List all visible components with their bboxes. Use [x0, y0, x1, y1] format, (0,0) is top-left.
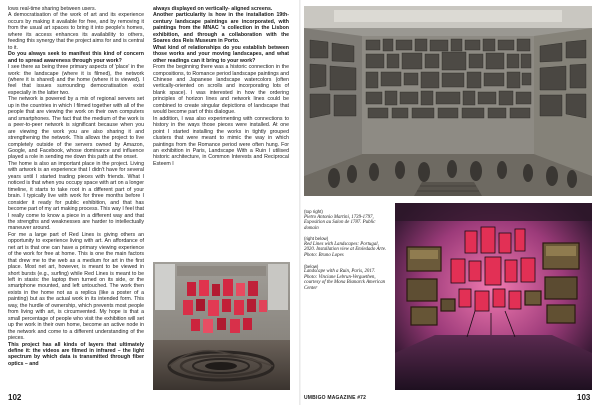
interview-question: Do you always seek to manifest this kind of concern and to spread awareness through your work? [8, 51, 144, 64]
body-paragraph: A democratisation of the work of art and its experience occurs by making it available for free, and by removing it from the usual art spaces to bring it into people's homes, where its access enhances its availability to others, feeding this synergy that the project aims for and is central to it. [8, 12, 144, 51]
interview-question: Another particularity is how in the installation 19th-century landscape paintings are incorporated, with paintings from the MNAC 's collection in the Lisbon exhibition, and through a collaboration with the Soares dos Reis Museum in Porto. [153, 12, 289, 45]
salon-illustration [304, 6, 592, 196]
body-paragraph: From the beginning there was a historic connection in the compositions, to Romance period landscape paintings and Chinese and Japanese landscape watercolors (often vertically-oriented on scrolls and incorporating lots of blank space). I was interested in how the ordering principles of horizon lines and network lines could be combined to create singular depictions of landscape that would become part of this dialogue. [153, 64, 290, 116]
interview-question: What kind of relationships do you establish between those works and your moving landscapes, and what other readings can it bring to your work? [153, 44, 289, 64]
body-paragraph: lows real-time sharing between users. [8, 6, 97, 12]
installation-photo-gallery [153, 262, 290, 390]
caption-text: Pietro Antonio Martini, 1739-1797, Exposition au Salon de 1787. Public domain [304, 214, 376, 231]
body-paragraph: I see there as being three primary aspects of 'place' in the work: the landscape (where it is filmed), the network (where it is shared) and the home (where it is viewed). I feel that issues surrounding democratisation exist especially in the latter two. [8, 64, 144, 96]
page-number-right: 103 [577, 393, 591, 402]
caption-label: (top right) [304, 209, 323, 214]
interview-question: always displayed on vertically- aligned screens. [153, 6, 273, 12]
installation-photo-screens [395, 203, 592, 390]
caption-text: Landscape with a Ruin, Paris, 2017. Photo: Vinciane Lebrun-Verguethen, courtesy of the Mona Bismarck American Center [304, 269, 386, 291]
caption-below [304, 264, 388, 292]
article-column-2 [153, 6, 290, 167]
page-gutter [299, 0, 301, 405]
body-paragraph: The network is powered by a mix of regional servers set up in the countries in which I filmed together with all of the people that are viewing the work on their own computers and smartphones. The fact that the medium of the work is a peer-to-peer network is significant because when you are viewing the work you are also sharing it and strengthening the network. This allows the project to live completely outside of the servers owned by Amazon, Google, and Facebook, whose dominance and influence played a role in sending me down this path at the onset. [8, 96, 144, 161]
screens-illustration [395, 203, 592, 390]
running-head: UMBIGO MAGAZINE #72 [304, 395, 367, 401]
page-number-left: 102 [8, 393, 22, 402]
caption-top-right [304, 209, 388, 231]
caption-text: Red Lines with Landscapes: Portugal, 2020. Installation view at Etoledado Arte. Photo: Bruno Lopes [304, 241, 387, 258]
caption-label: (below) [304, 263, 319, 269]
caption-label: (right below) [304, 236, 329, 242]
gallery-illustration [153, 262, 290, 390]
body-paragraph: In addition, I was also experimenting with connections to history in the ways those pieces were installed. At one point I started installing the works in tightly grouped clusters that were meant to mimic the way in which paintings from the Romance period were often hung. For an exhibition in Paris, Landscape With a Ruin I utilised historic architecture, in Common Interests and Reciprocal Esteem I [153, 115, 289, 167]
interview-question: This project has all kinds of layers that ultimately define it: the videos are filmed in infrared – the light spectrum by which data is transmitted through fiber optics – and [8, 341, 144, 367]
article-column-1 [8, 6, 144, 394]
salon-painting-photo [304, 6, 592, 196]
photo-captions [304, 209, 388, 296]
body-paragraph: For me a large part of Red Lines is giving others an opportunity to experience living with art. An affordance of net art is that one can have a primary viewing experience of the work for free at home. This is one the main factors that drew me to the web as a medium for art in the first place. Most net art, however, is meant to be viewed in short bursts (e.g., surfing) while Red Lines is meant to be left in stasis: the laptop then turned on its side, or the smartphone mounted, and left untouched. The work then exists in the home not as a replica (like a poster of a painting) but as the actual work in its intended form. This way, the hurdle of ownership, which prevents most people from living with art, is circumvented. My hope is that a small percentage of people who visit the exhibition will set up the work in their own home, become an active node in the network and come to a different understanding of the pieces. [8, 231, 144, 342]
caption-right-below [304, 236, 388, 258]
body-paragraph: The home is also an important place in the project. Living with artwork is an experience that I didn't have for several years until I started trading pieces with friends. What I noticed is that when you occupy space with art on a longer timeline, it starts to take root in a different part of your brain. I typically live with work for three months before I consider it ready for public exhibition, and that has become part of my art making process. This way I feel that I really come to know a piece in a different way and that the strengths and weaknesses are harder to intellectually maneuver around. [8, 160, 144, 232]
